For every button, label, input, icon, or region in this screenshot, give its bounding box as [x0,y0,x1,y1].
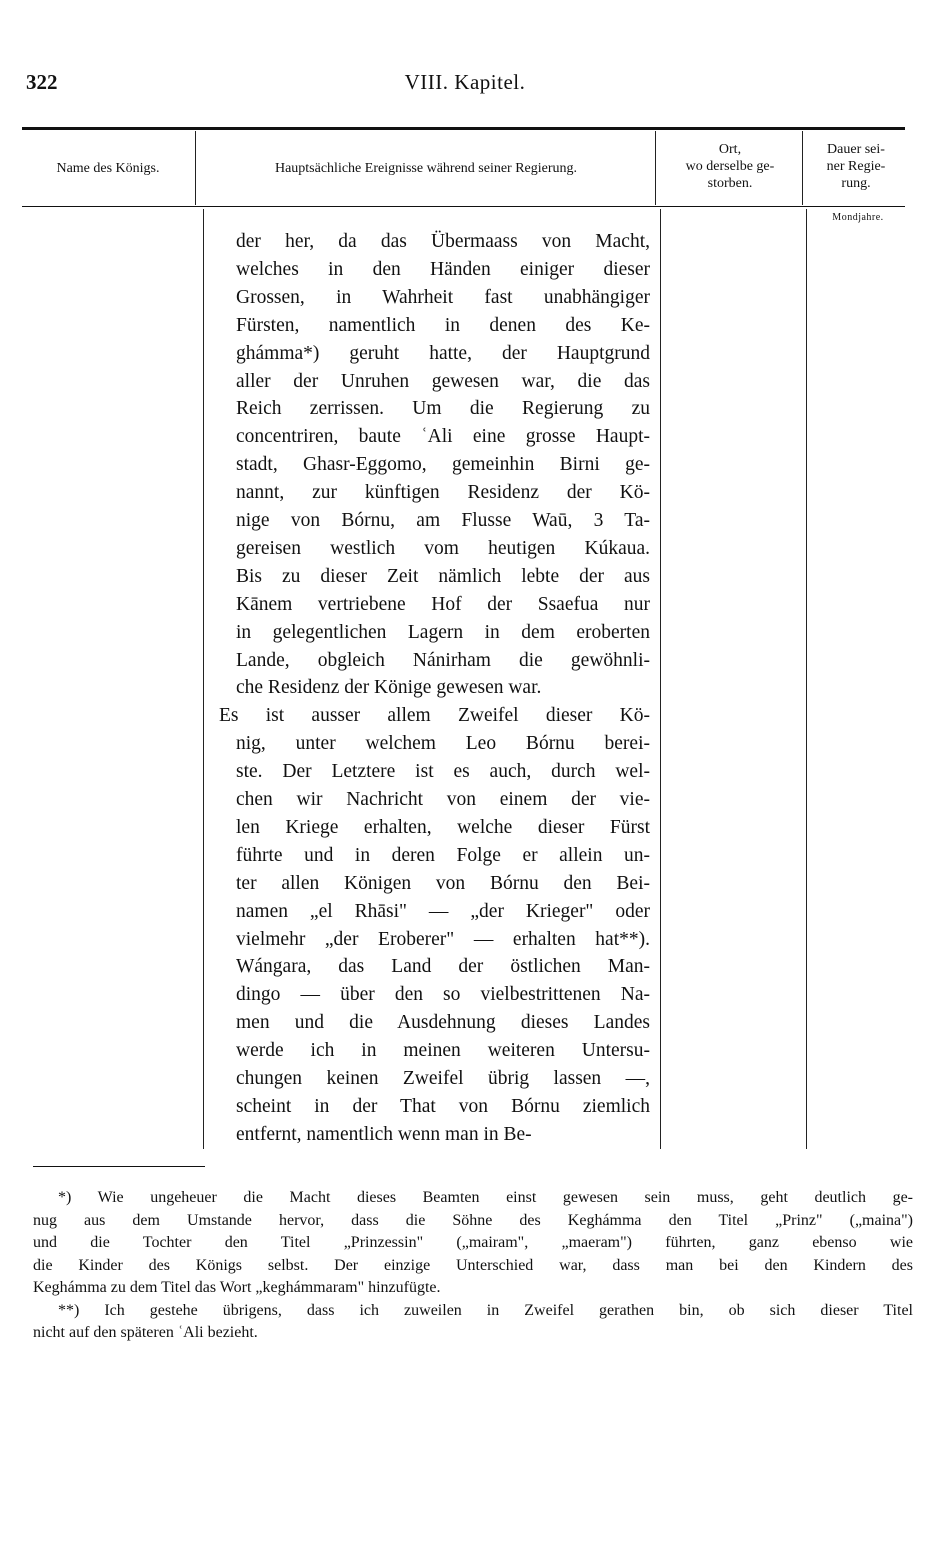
footnote-line: **) Ich gestehe übrigens, dass ich zuweilen in Zweifel gerathen bin, ob sich dieser Titel [58,1301,913,1319]
text-line: nannt, zur künftigen Residenz der Kö- [236,482,650,504]
text-line: Es ist ausser allem Zweifel dieser Kö- [219,705,650,727]
text-line: Kānem vertriebene Hof der Ssaefua nur [236,593,650,615]
text-line: Fürsten, namentlich in denen des Ke- [236,314,650,336]
column-header-place [658,141,802,192]
text-line: ter allen Königen von Bórnu den Bei- [236,872,650,894]
footnote-line: die Kinder des Königs selbst. Der einzige Unterschied war, dass man bei den Kindern des [33,1256,913,1274]
column-divider [660,209,661,1149]
page-number: 322 [26,70,58,94]
column-header-place-line: wo derselbe ge- [685,159,775,174]
running-head: VIII. Kapitel. [404,70,526,94]
text-line: nig, unter welchem Leo Bórnu berei- [236,733,650,755]
duration-unit-label: Mondjahre. [832,212,884,223]
text-line: nige von Bórnu, am Flusse Waū, 3 Ta- [236,510,650,531]
text-line: welches in den Händen einiger dieser [236,258,650,280]
table-top-rule [22,127,905,130]
text-line: Grossen, in Wahrheit fast unabhängiger [236,286,650,308]
footnote-line: nicht auf den späteren ʿAli bezieht. [33,1324,258,1341]
footnote-line: *) Wie ungeheuer die Macht dieses Beamten einst gewesen sein muss, geht deutlich ge- [58,1189,913,1206]
text-line: vielmehr „der Eroberer" — erhalten hat**). [236,928,650,950]
text-line: Reich zerrissen. Um die Regierung zu [236,398,650,420]
text-line: entfernt, namentlich wenn man in Be- [236,1123,532,1145]
footnote-line: Keghámma zu dem Titel das Wort „keghámmaram" hinzufügte. [33,1279,441,1296]
column-header-place-line: Ort, [718,142,742,157]
text-line: chungen keinen Zweifel übrig lassen —, [236,1068,650,1089]
text-line: der her, da das Übermaass von Macht, [236,231,650,252]
footnote-line: nug aus dem Umstande hervor, dass die Söhne des Keghámma den Titel „Prinz" („maina") [33,1211,913,1229]
column-header-duration [804,141,908,192]
text-line: führte und in deren Folge er allein un- [236,844,650,866]
text-line: aller der Unruhen gewesen war, die das [236,370,650,392]
text-line: dingo — über den so vielbestrittenen Na- [236,984,650,1006]
text-line: chen wir Nachricht von einem der vie- [236,789,650,810]
column-header-name: Name des Königs. [56,161,160,176]
text-line: stadt, Ghasr-Eggomo, gemeinhin Birni ge- [236,454,650,476]
text-line: Bis zu dieser Zeit nämlich lebte der aus [236,565,650,587]
text-line: namen „el Rhāsi" — „der Krieger" oder [236,900,650,922]
text-line: concentriren, baute ʿAli eine grosse Haupt- [236,426,650,448]
text-line: che Residenz der Könige gewesen war. [236,677,542,699]
column-header-events: Hauptsächliche Ereignisse während seiner Regierung. [274,161,578,176]
text-line: scheint in der That von Bórnu ziemlich [236,1095,650,1117]
text-line: len Kriege erhalten, welche dieser Fürst [236,816,650,838]
column-divider [203,209,204,1149]
text-line: ghámma*) geruht hatte, der Hauptgrund [236,342,650,364]
text-line: men und die Ausdehnung dieses Landes [236,1012,650,1034]
table-header-rule [22,206,905,207]
text-line: werde ich in meinen weiteren Untersu- [236,1040,650,1062]
column-header-place-line: storben. [707,176,753,191]
column-header-duration-line: Dauer sei- [827,142,885,157]
text-line: ste. Der Letztere ist es auch, durch wel- [236,761,650,783]
column-divider [806,209,807,1149]
column-header-duration-line: ner Regie- [826,159,886,174]
footnote-separator [33,1166,205,1167]
text-line: gereisen westlich vom heutigen Kúkaua. [236,537,650,559]
text-line: Lande, obgleich Nánirham die gewöhnli- [236,649,650,671]
text-line: in gelegentlichen Lagern in dem eroberten [236,621,650,643]
column-header-duration-line: rung. [841,176,871,191]
text-line: Wángara, das Land der östlichen Man- [236,956,650,978]
footnote-line: und die Tochter den Titel „Prinzessin" („mairam", „maeram") führten, ganz ebenso wie [33,1234,913,1251]
